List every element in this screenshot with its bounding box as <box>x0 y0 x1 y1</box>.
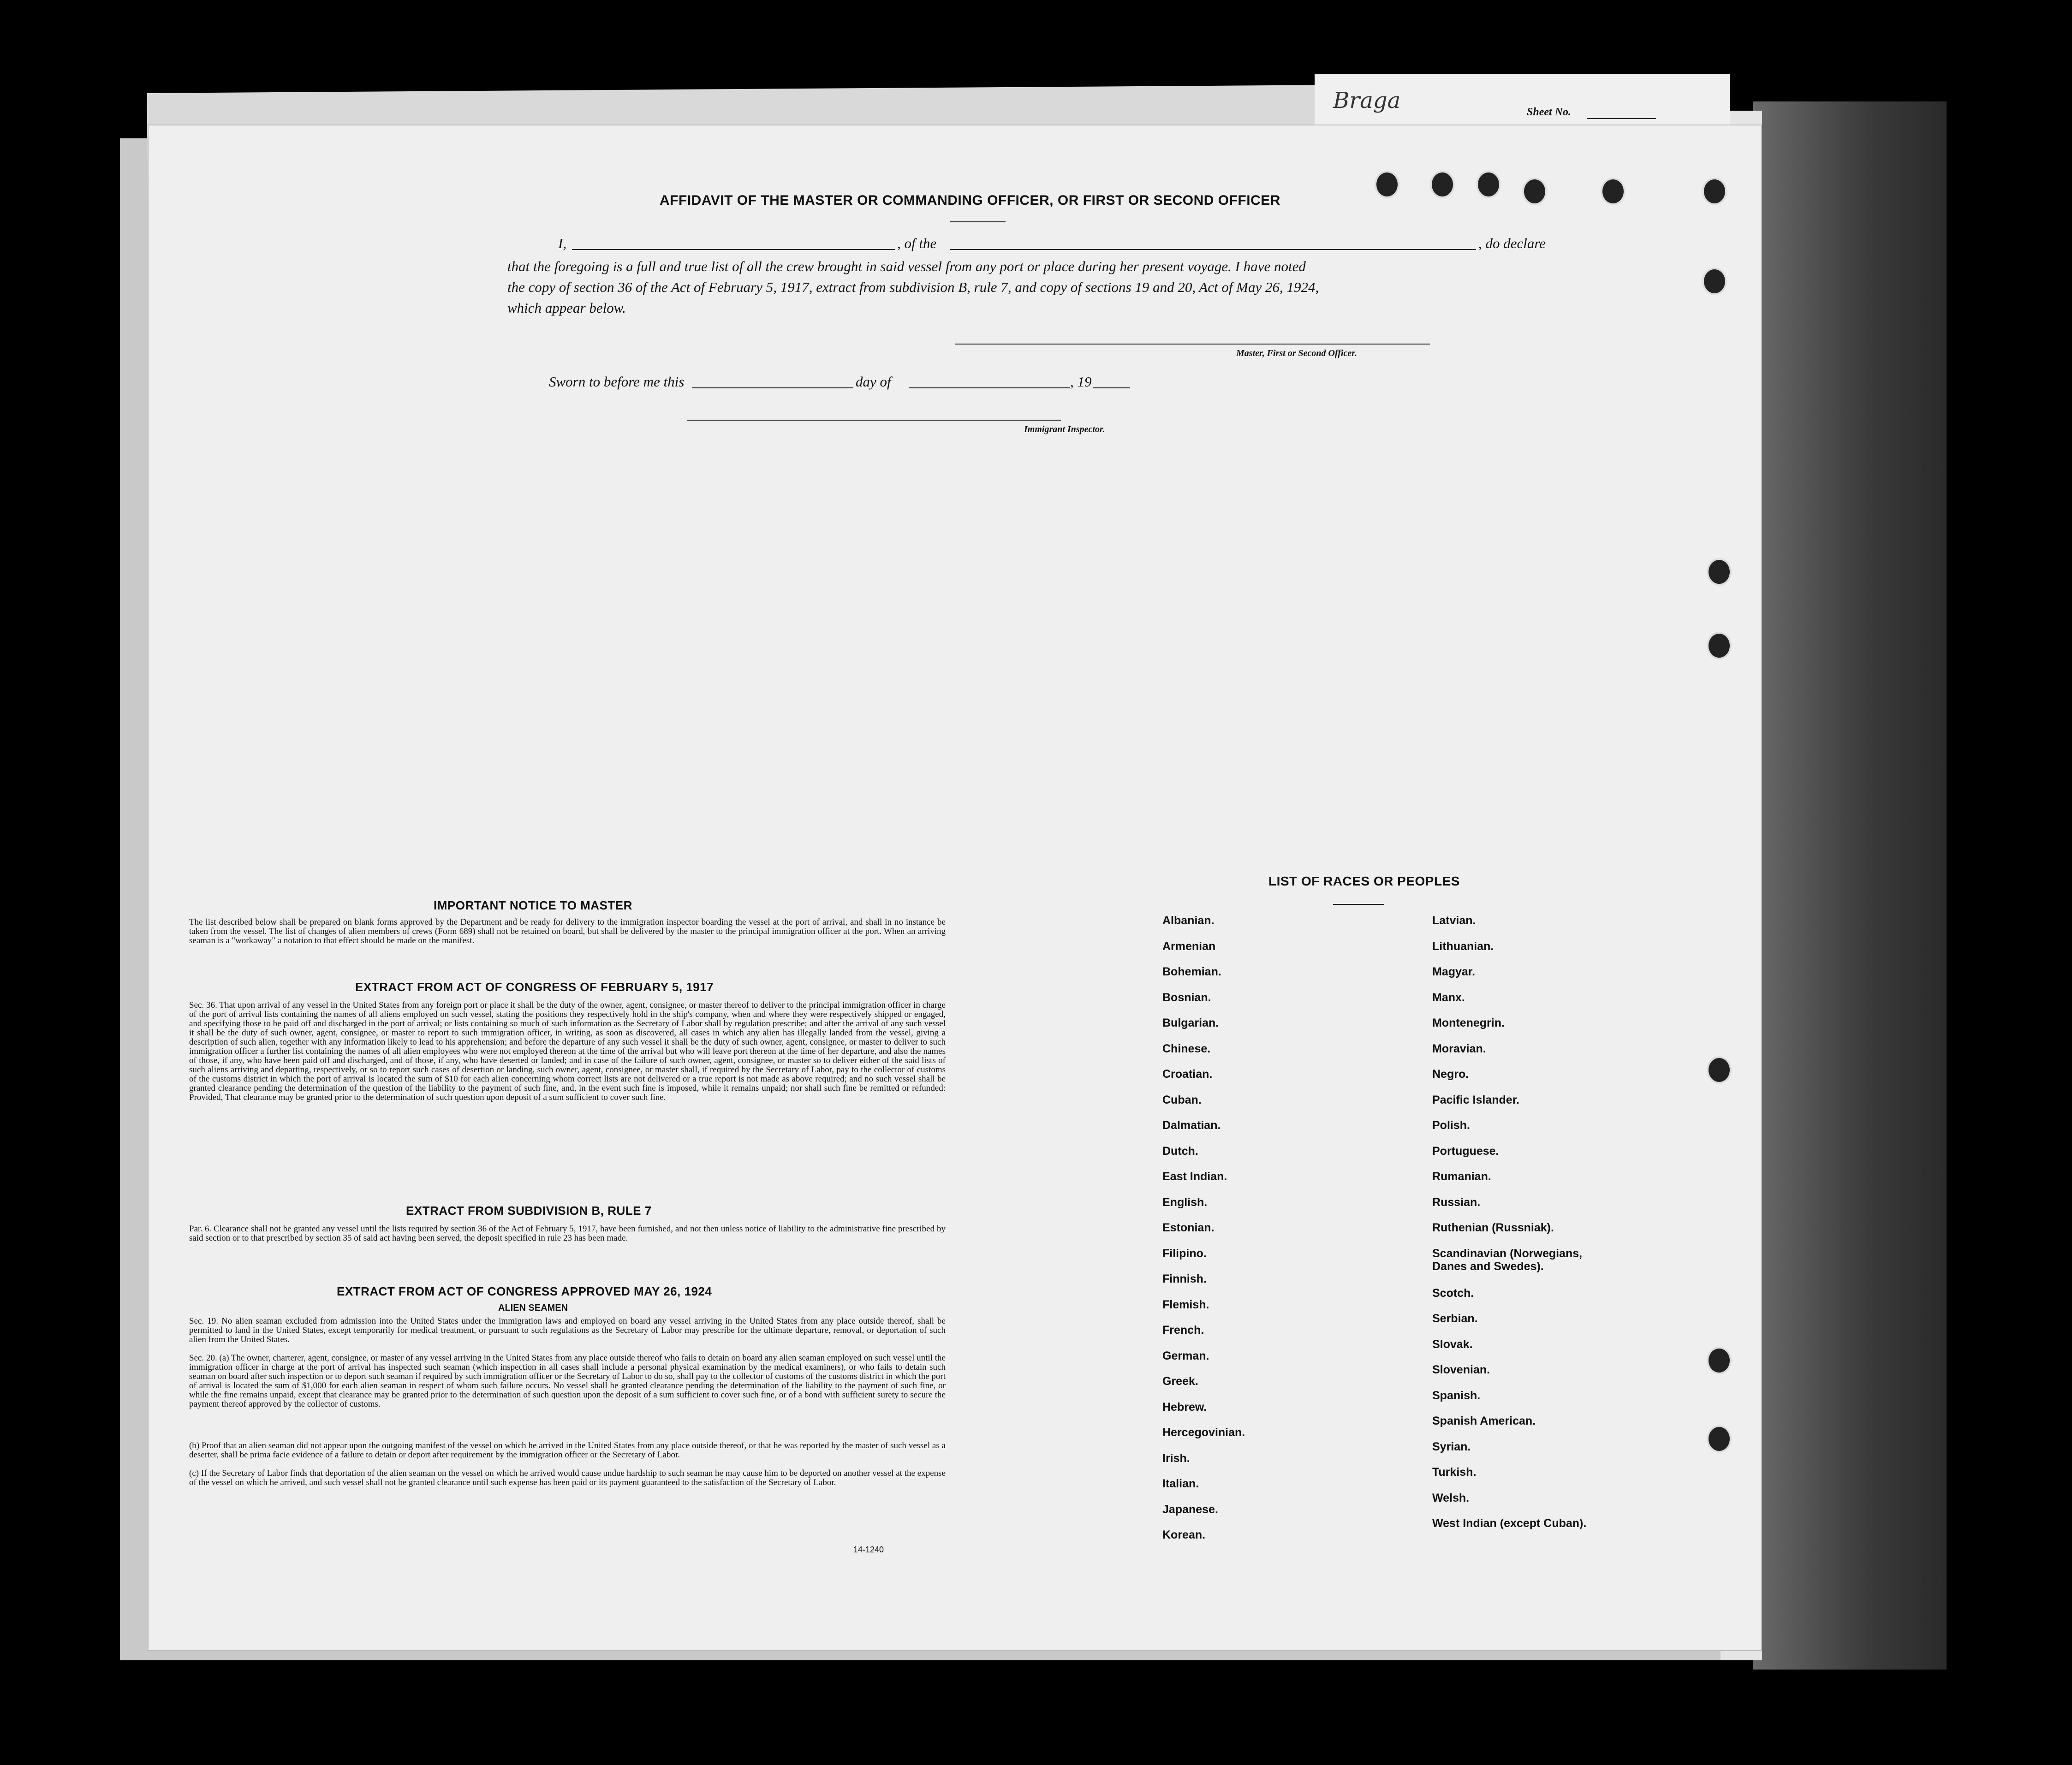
race-item: Filipino. <box>1162 1247 1207 1260</box>
affidavit-title: AFFIDAVIT OF THE MASTER OR COMMANDING OFFICER, OR FIRST OR SECOND OFFICER <box>660 193 1280 208</box>
sheet-number-line <box>1587 118 1656 119</box>
punch-hole <box>1430 171 1455 198</box>
sheet-number-label: Sheet No. <box>1527 106 1571 118</box>
race-item: Montenegrin. <box>1432 1016 1505 1029</box>
punch-hole <box>1707 632 1732 660</box>
punch-hole <box>1707 1056 1732 1084</box>
race-item: Albanian. <box>1162 914 1215 927</box>
extract-1924-title: EXTRACT FROM ACT OF CONGRESS APPROVED MAY 26, 1924 <box>337 1284 712 1298</box>
race-item: Armenian <box>1162 939 1216 953</box>
inspector-signature-label: Immigrant Inspector. <box>1024 424 1105 434</box>
race-item: Finnish. <box>1162 1272 1207 1285</box>
affidavit-line-3: the copy of section 36 of the Act of February 5, 1917, extract from subdivision B, rule 7, and copy of sections 19 and 20, Act of May 26, 1924, <box>507 279 1319 295</box>
race-item: Scotch. <box>1432 1286 1474 1300</box>
year-label: , 19 <box>1070 374 1092 390</box>
race-item: Korean. <box>1162 1528 1206 1541</box>
race-item: Latvian. <box>1432 914 1476 927</box>
races-underline <box>1333 904 1384 905</box>
race-item: Welsh. <box>1432 1491 1470 1504</box>
sworn-month-line[interactable] <box>909 387 1070 388</box>
vessel-field-line[interactable] <box>950 249 1476 250</box>
punch-hole <box>1702 178 1727 205</box>
punch-hole <box>1522 178 1547 205</box>
punch-hole <box>1702 267 1727 295</box>
day-of-label: day of <box>856 374 891 390</box>
race-item: Chinese. <box>1162 1042 1211 1055</box>
master-signature-line[interactable] <box>955 344 1430 345</box>
alien-seamen-subtitle: ALIEN SEAMEN <box>498 1303 568 1313</box>
race-item: Hebrew. <box>1162 1400 1207 1414</box>
sec19-text: Sec. 19. No alien seaman excluded from admission into the United States under the immigration laws and employed on board any vessel arriving in the United States from any place outside thereof, shall be permitted to land in the United States, except temporarily for medical treatment, or pursuant to such regulations as the Secretary of Labor may prescribe for the ultimate departure, removal, or deportation of such alien from the United States. <box>189 1316 946 1344</box>
form-number: 14-1240 <box>853 1545 884 1554</box>
extract-1917-text: Sec. 36. That upon arrival of any vessel in the United States from any foreign port or place it shall be the duty of the owner, agent, consignee, or master thereof to deliver to the principal immigration officer in charge of the port of arrival lists containing the names of all aliens employed on such vessel, stating the positions they respectively hold in the ship's company, when and where they were respectively shipped or engaged, and specifying those to be paid off and discharged in the port of arrival; or lists containing so much of such information as the Secretary of Labor shall by regulation prescribe; and after the arrival of any such vessel it shall be the duty of such owner, agent, consignee, or master to report to such immigration officer, in writing, as soon as discovered, all cases in which any alien has illegally landed from the vessel, giving a description of such alien, together with any information likely to lead to his apprehension; and before the departure of any such vessel it shall be the duty of such owner, agent, consignee, or master to deliver to such immigration officer a further list containing the names of all alien employees who were not employed thereon at the time of the arrival but who will leave port thereon at the time of her departure, and also the names of those, if any, who have been paid off and discharged, and of those, if any, who have deserted or landed; and in case of the failure of such owner, agent, consignee, or master so to deliver either of the said lists of such aliens arriving and departing, respectively, or so to report such cases of desertion or landing, such owner, agent, consignee, or master shall, if required by the Secretary of Labor, pay to the collector of customs of the customs district in which the port of arrival is located the sum of $10 for each alien concerning whom correct lists are not delivered or a true report is not made as above required; and no such vessel shall be granted clearance pending the determination of the question of the liability to the payment of such fine, and, in the event such fine is imposed, while it remains unpaid; nor shall such fine be remitted or refunded: Provided, That clearance may be granted prior to the determination of such question upon deposit of a sum sufficient to cover such fine. <box>189 1000 946 1102</box>
race-item: Italian. <box>1162 1477 1199 1490</box>
race-item: Syrian. <box>1432 1440 1471 1453</box>
races-title: LIST OF RACES OR PEOPLES <box>1268 874 1460 888</box>
page-edge-stack <box>1753 101 1947 1670</box>
sec20a-text: Sec. 20. (a) The owner, charterer, agent, consignee, or master of any vessel arriving in the United States from any place outside thereof who fails to detain on board any alien seaman employed on such vessel until the immigration officer in charge at the port of arrival has inspected such seaman (which inspection in all cases shall include a personal physical examination by the medical examiners), or who fails to detain such seaman on board after such inspection or to deport such seaman if required by such immigration officer or the Secretary of Labor to do so, shall pay to the collector of customs of the customs district in which the port of arrival is located the sum of $1,000 for each alien seaman in respect of whom such failure occurs. No vessel shall be granted clearance pending the determination of the liability to the payment of such fine, or while the fine remains unpaid, except that clearance may be granted prior to the determination of such question upon the deposit of a sum sufficient to cover such fine, or of a bond with sufficient surety to secure the payment thereof approved by the collector of customs. <box>189 1353 946 1409</box>
race-item: Manx. <box>1432 991 1465 1004</box>
punch-hole <box>1476 171 1501 198</box>
race-item: East Indian. <box>1162 1170 1227 1183</box>
punch-hole <box>1375 171 1399 198</box>
handwritten-name: Braga <box>1333 88 1401 113</box>
extract-rule7-title: EXTRACT FROM SUBDIVISION B, RULE 7 <box>406 1204 652 1218</box>
race-item: Bohemian. <box>1162 965 1221 978</box>
race-item: Turkish. <box>1432 1466 1477 1479</box>
race-item: Scandinavian (Norwegians, Danes and Swedes). <box>1432 1247 1583 1273</box>
affidavit-line-2: that the foregoing is a full and true list of all the crew brought in said vessel from any port or place during her present voyage. I have noted <box>507 258 1306 274</box>
race-item: Estonian. <box>1162 1221 1215 1234</box>
race-item: Slovak. <box>1432 1337 1473 1351</box>
name-field-line[interactable] <box>572 249 895 250</box>
race-item: Spanish American. <box>1432 1414 1536 1428</box>
race-item: Greek. <box>1162 1375 1198 1388</box>
race-item: Russian. <box>1432 1195 1481 1209</box>
race-item: Dutch. <box>1162 1144 1198 1158</box>
race-item: Serbian. <box>1432 1312 1478 1325</box>
punch-hole <box>1707 558 1732 586</box>
race-item: English. <box>1162 1195 1208 1209</box>
race-item: Bosnian. <box>1162 991 1211 1004</box>
sworn-label: Sworn to before me this <box>549 374 685 390</box>
extract-rule7-text: Par. 6. Clearance shall not be granted any vessel until the lists required by section 36 of the Act of February 5, 1917, have been furnished, and not then unless notice of liability to the administrative fine prescribed by said section or to that prescribed by section 35 of said act having been served, the deposit specified in rule 23 has been made. <box>189 1224 946 1243</box>
race-item: German. <box>1162 1349 1209 1362</box>
race-item: Croatian. <box>1162 1068 1213 1081</box>
race-item: Negro. <box>1432 1068 1469 1081</box>
race-item: Lithuanian. <box>1432 939 1494 953</box>
race-item: Hercegovinian. <box>1162 1426 1245 1439</box>
race-item: Rumanian. <box>1432 1170 1491 1183</box>
race-item: Pacific Islander. <box>1432 1093 1519 1106</box>
inspector-signature-line[interactable] <box>687 420 1061 421</box>
race-item: Irish. <box>1162 1451 1190 1465</box>
sec20b-text: (b) Proof that an alien seaman did not appear upon the outgoing manifest of the vessel on which he arrived in the United States from any place outside thereof, or that he was reported by the master of such vessel as a deserter, shall be prima facie evidence of a failure to detain or deport after requirement by the immigration officer or the Secretary of Labor. <box>189 1441 946 1460</box>
race-item: Slovenian. <box>1432 1363 1490 1377</box>
affidavit-i-label: I, <box>558 235 567 251</box>
notice-title: IMPORTANT NOTICE TO MASTER <box>434 898 632 912</box>
sworn-day-line[interactable] <box>692 387 853 388</box>
race-item: French. <box>1162 1324 1204 1337</box>
title-underline <box>950 221 1006 222</box>
race-item: Magyar. <box>1432 965 1476 978</box>
affidavit-line-4: which appear below. <box>507 300 626 316</box>
manifest-page <box>148 125 1762 1651</box>
race-item: Moravian. <box>1432 1042 1486 1055</box>
race-item: West Indian (except Cuban). <box>1432 1517 1587 1530</box>
master-signature-label: Master, First or Second Officer. <box>1236 348 1357 358</box>
affidavit-declare-label: , do declare <box>1478 235 1546 251</box>
punch-hole <box>1707 1347 1732 1374</box>
sworn-year-line[interactable] <box>1093 387 1130 388</box>
race-item: Spanish. <box>1432 1389 1481 1402</box>
extract-1917-title: EXTRACT FROM ACT OF CONGRESS OF FEBRUARY 5, 1917 <box>355 980 714 994</box>
race-item: Cuban. <box>1162 1093 1202 1106</box>
punch-hole <box>1601 178 1625 205</box>
race-item: Dalmatian. <box>1162 1119 1221 1132</box>
race-item: Flemish. <box>1162 1298 1209 1311</box>
race-item: Japanese. <box>1162 1503 1218 1516</box>
affidavit-of-the-label: , of the <box>897 235 937 251</box>
race-item: Polish. <box>1432 1119 1470 1132</box>
race-item: Portuguese. <box>1432 1144 1499 1158</box>
sec20c-text: (c) If the Secretary of Labor finds that deportation of the alien seaman on the vessel on which he arrived would cause undue hardship to such seaman he may cause him to be deported on another vessel at the expense of the vessel on which he arrived, and such vessel shall not be granted clearance until such expense has been paid or its payment guaranteed to the satisfaction of the Secretary of Labor. <box>189 1468 946 1487</box>
race-item: Bulgarian. <box>1162 1016 1219 1029</box>
notice-text: The list described below shall be prepared on blank forms approved by the Department and be ready for delivery to the immigration inspector boarding the vessel at the port of arrival, and shall in no instance be taken from the vessel. The list of changes of alien members of crews (Form 689) shall not be retained on board, but shall be delivered by the master to the principal immigration officer at the port. When an arriving seaman is a "workaway" a notation to that effect should be made on the manifest. <box>189 917 946 945</box>
punch-hole <box>1707 1425 1732 1453</box>
race-item: Ruthenian (Russniak). <box>1432 1221 1554 1234</box>
